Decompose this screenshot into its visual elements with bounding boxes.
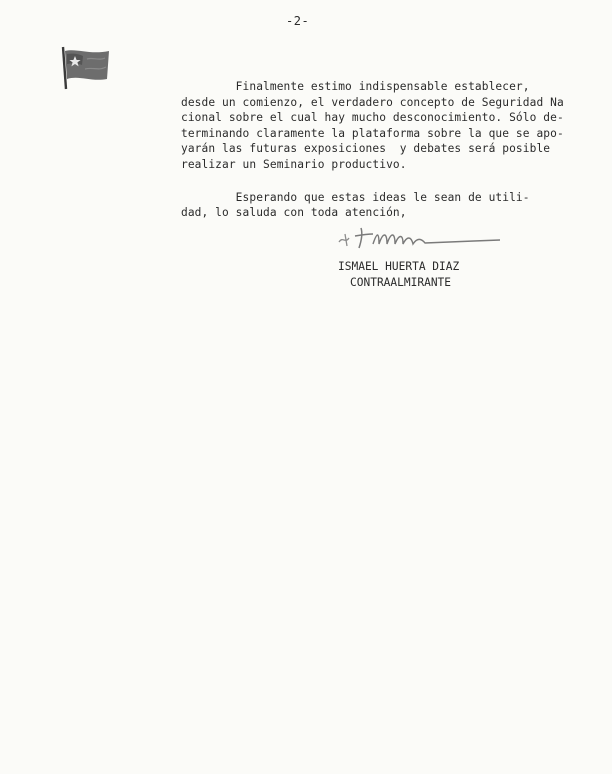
body-line: cional sobre el cual hay mucho desconocimiento. Sólo de- — [181, 111, 564, 125]
body-line: desde un comienzo, el verdadero concepto de Seguridad Na — [181, 95, 564, 109]
body-line: yarán las futuras exposiciones y debates será posible — [181, 142, 551, 156]
flag-emblem-icon — [57, 45, 111, 91]
signature-block — [338, 259, 498, 290]
body-line: terminando claramente la plataforma sobre la que se apo- — [181, 126, 564, 140]
body-line: Finalmente estimo indispensable establecer, — [181, 80, 530, 93]
body-line: dad, lo saluda con toda atención, — [181, 206, 407, 220]
signer-name: ISMAEL HUERTA DIAZ — [338, 260, 460, 273]
body-line: realizar un Seminario productivo. — [181, 157, 407, 171]
body-line: Esperando que estas ideas le sean de utili- — [181, 190, 530, 204]
handwritten-signature-icon — [335, 222, 505, 254]
signer-title: CONTRAALMIRANTE — [350, 275, 452, 289]
letter-body — [181, 79, 581, 221]
page-number: -2- — [286, 14, 310, 28]
